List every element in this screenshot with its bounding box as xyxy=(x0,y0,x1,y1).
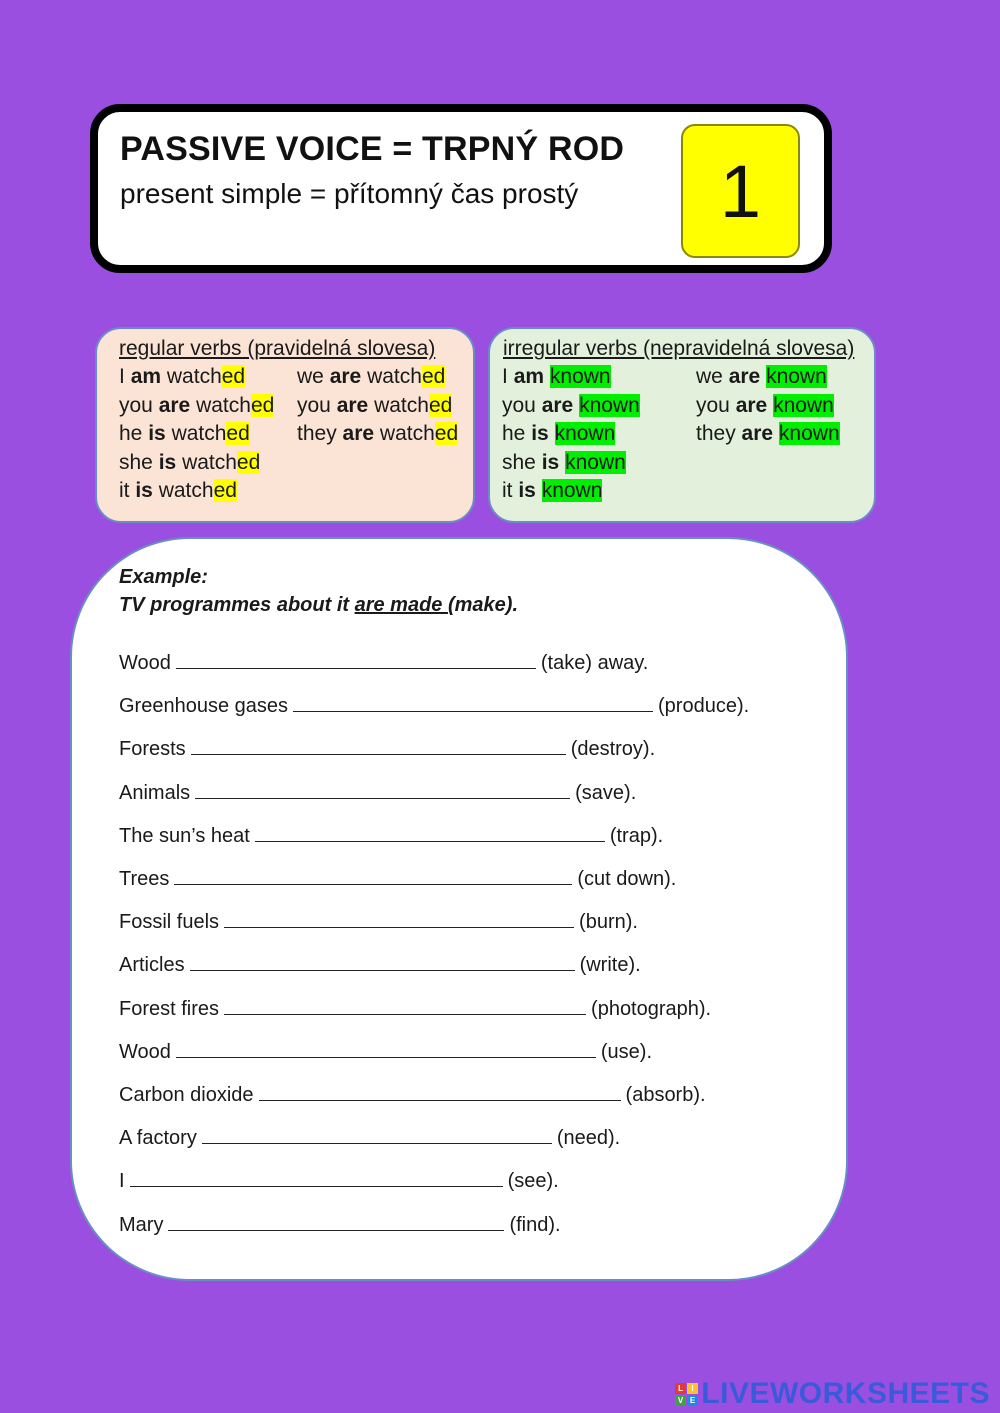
example-answer: are made xyxy=(354,594,448,616)
logo-mark-letter: E xyxy=(687,1395,698,1406)
auxiliary-verb: is xyxy=(135,479,153,503)
question-subject: Carbon dioxide xyxy=(119,1084,254,1106)
answer-blank[interactable] xyxy=(174,868,572,885)
question-item xyxy=(119,1170,559,1193)
question-subject: Animals xyxy=(119,781,191,804)
answer-blank[interactable] xyxy=(202,1127,552,1144)
past-participle-highlight: known xyxy=(579,393,640,417)
pronoun: you xyxy=(297,393,331,417)
auxiliary-verb: are xyxy=(329,365,362,388)
verb-stem: watch xyxy=(196,393,251,417)
pronoun: she xyxy=(502,450,536,474)
auxiliary-verb: is xyxy=(518,479,536,503)
pronoun: I xyxy=(502,365,508,388)
past-participle-highlight: known xyxy=(778,422,840,446)
conjugation-row xyxy=(119,363,274,392)
verb-hint: (save). xyxy=(575,781,637,804)
exercise-number-badge xyxy=(681,124,800,258)
regular-verbs-singular-column xyxy=(119,363,274,506)
answer-blank[interactable] xyxy=(130,1170,503,1187)
question-item xyxy=(119,1041,652,1064)
example-before: TV programmes about it xyxy=(119,594,355,616)
verb-stem: watch xyxy=(182,450,237,474)
verb-suffix-highlight: ed xyxy=(250,393,275,417)
conjugation-row xyxy=(119,477,274,506)
liveworksheets-logo xyxy=(675,1377,990,1411)
question-subject: Fossil fuels xyxy=(119,911,220,934)
pronoun: you xyxy=(502,393,536,417)
question-subject: Trees xyxy=(119,868,170,890)
conjugation-row xyxy=(502,477,640,506)
irregular-verbs-plural-column xyxy=(696,363,840,449)
pronoun: he xyxy=(502,422,526,446)
auxiliary-verb: are xyxy=(541,393,574,417)
logo-mark-letter: I xyxy=(687,1383,698,1394)
answer-blank[interactable] xyxy=(224,998,586,1015)
question-item xyxy=(119,868,676,891)
answer-blank[interactable] xyxy=(176,1041,596,1058)
pronoun: she xyxy=(119,450,153,474)
conjugation-row xyxy=(119,392,274,421)
past-participle-highlight: known xyxy=(565,450,626,474)
verb-hint: (find). xyxy=(509,1213,561,1236)
example-sentence xyxy=(119,594,518,617)
auxiliary-verb: are xyxy=(342,422,375,446)
pronoun: they xyxy=(297,422,337,446)
answer-blank[interactable] xyxy=(168,1214,504,1231)
regular-verbs-box xyxy=(95,327,475,523)
verb-suffix-highlight: ed xyxy=(428,393,453,417)
pronoun: he xyxy=(119,422,143,446)
auxiliary-verb: am xyxy=(513,365,545,388)
example-label: Example: xyxy=(119,566,208,588)
pronoun: we xyxy=(696,365,723,388)
pronoun: I xyxy=(119,365,125,388)
question-item xyxy=(119,954,641,977)
verb-suffix-highlight: ed xyxy=(221,365,246,388)
auxiliary-verb: are xyxy=(728,365,761,388)
verb-stem: watch xyxy=(367,365,422,388)
question-subject: Mary xyxy=(119,1213,164,1236)
regular-verbs-title: regular verbs (pravidelná slovesa) xyxy=(119,337,436,360)
logo-text: LIVEWORKSHEETS xyxy=(701,1377,990,1410)
pronoun: they xyxy=(696,422,736,446)
verb-hint: (trap). xyxy=(609,824,664,847)
logo-mark-icon xyxy=(675,1383,698,1406)
answer-blank[interactable] xyxy=(255,825,605,842)
conjugation-row xyxy=(502,449,640,478)
answer-blank[interactable] xyxy=(191,738,566,755)
example-hint: (make). xyxy=(447,594,519,616)
question-item xyxy=(119,782,636,805)
auxiliary-verb: is xyxy=(148,422,166,446)
verb-hint: (write). xyxy=(579,954,641,977)
pronoun: it xyxy=(502,479,513,503)
question-subject: Forest fires xyxy=(119,997,220,1020)
verb-hint: (see). xyxy=(507,1170,559,1193)
verb-suffix-highlight: ed xyxy=(213,479,237,503)
conjugation-row xyxy=(119,449,274,478)
question-item xyxy=(119,911,638,934)
auxiliary-verb: are xyxy=(741,422,774,446)
question-item xyxy=(119,695,749,718)
question-subject: The sun’s heat xyxy=(119,824,250,847)
answer-blank[interactable] xyxy=(190,954,575,971)
conjugation-row xyxy=(502,392,640,421)
answer-blank[interactable] xyxy=(224,911,574,928)
verb-suffix-highlight: ed xyxy=(434,422,459,446)
answer-blank[interactable] xyxy=(259,1084,621,1101)
exercise-panel xyxy=(70,537,848,1281)
auxiliary-verb: are xyxy=(735,393,768,417)
question-subject: I xyxy=(119,1170,125,1193)
verb-suffix-highlight: ed xyxy=(226,422,250,446)
regular-verbs-plural-column xyxy=(297,363,458,449)
verb-hint: (produce). xyxy=(658,695,750,718)
question-subject: Greenhouse gases xyxy=(119,695,289,718)
question-item xyxy=(119,1214,561,1237)
pronoun: it xyxy=(119,479,130,503)
conjugation-row xyxy=(696,392,840,421)
question-item xyxy=(119,1127,620,1150)
question-subject: Wood xyxy=(119,1040,171,1063)
irregular-verbs-title: irregular verbs (nepravidelná slovesa) xyxy=(503,337,855,360)
verb-hint: (need). xyxy=(556,1127,621,1150)
title-card xyxy=(90,104,832,273)
verb-hint: (burn). xyxy=(579,911,638,934)
question-item xyxy=(119,652,648,675)
question-subject: A factory xyxy=(119,1127,197,1150)
irregular-verbs-box xyxy=(488,327,876,523)
verb-hint: (cut down). xyxy=(577,868,677,890)
past-participle-highlight: known xyxy=(554,422,616,446)
conjugation-row xyxy=(696,363,840,392)
past-participle-highlight: known xyxy=(549,365,611,388)
pronoun: you xyxy=(119,393,153,417)
irregular-verbs-singular-column xyxy=(502,363,640,506)
pronoun: you xyxy=(696,393,730,417)
pronoun: we xyxy=(297,365,324,388)
verb-suffix-highlight: ed xyxy=(421,365,446,388)
conjugation-row xyxy=(297,420,458,449)
conjugation-row xyxy=(297,392,458,421)
auxiliary-verb: am xyxy=(130,365,162,388)
page-title: PASSIVE VOICE = TRPNÝ ROD xyxy=(120,130,625,168)
question-subject: Wood xyxy=(119,652,171,674)
answer-blank[interactable] xyxy=(176,652,536,669)
conjugation-row xyxy=(696,420,840,449)
conjugation-row xyxy=(502,363,640,392)
past-participle-highlight: known xyxy=(766,365,827,388)
verb-stem: watch xyxy=(374,393,429,417)
verb-hint: (destroy). xyxy=(570,738,656,761)
logo-mark-letter: V xyxy=(675,1395,686,1406)
conjugation-row xyxy=(502,420,640,449)
question-subject: Forests xyxy=(119,738,186,761)
conjugation-row xyxy=(119,420,274,449)
past-participle-highlight: known xyxy=(773,393,834,417)
auxiliary-verb: are xyxy=(158,393,191,417)
verb-stem: watch xyxy=(166,365,222,388)
question-item xyxy=(119,825,663,848)
exercise-number: 1 xyxy=(719,149,762,233)
verb-hint: (photograph). xyxy=(591,997,712,1020)
verb-hint: (use). xyxy=(600,1040,653,1063)
answer-blank[interactable] xyxy=(293,695,653,712)
question-item xyxy=(119,998,711,1021)
answer-blank[interactable] xyxy=(195,782,570,799)
verb-suffix-highlight: ed xyxy=(236,450,261,474)
logo-mark-letter: L xyxy=(675,1383,686,1394)
verb-hint: (take) away. xyxy=(540,652,649,674)
question-subject: Articles xyxy=(119,954,185,977)
auxiliary-verb: is xyxy=(158,450,177,474)
question-item xyxy=(119,738,655,761)
verb-stem: watch xyxy=(379,422,435,446)
question-item xyxy=(119,1084,706,1107)
conjugation-row xyxy=(297,363,458,392)
auxiliary-verb: is xyxy=(541,450,560,474)
verb-stem: watch xyxy=(171,422,227,446)
auxiliary-verb: is xyxy=(531,422,549,446)
past-participle-highlight: known xyxy=(541,479,603,503)
verb-stem: watch xyxy=(158,479,214,503)
page-subtitle: present simple = přítomný čas prostý xyxy=(120,178,579,209)
verb-hint: (absorb). xyxy=(625,1084,706,1106)
auxiliary-verb: are xyxy=(336,393,369,417)
